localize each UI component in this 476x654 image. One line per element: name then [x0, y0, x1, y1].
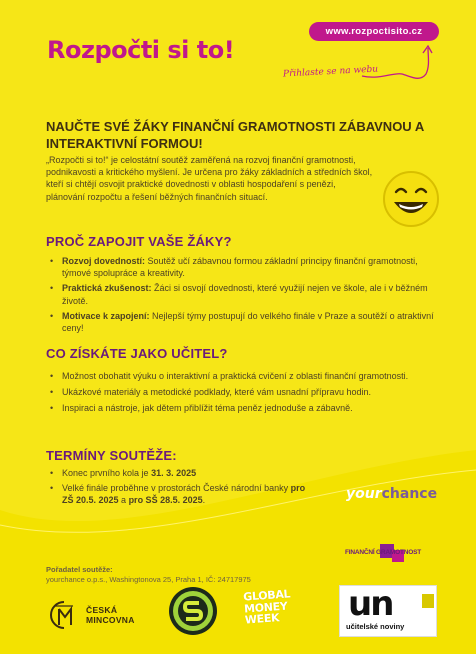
signup-note: Přihlaste se na webu	[282, 64, 379, 80]
teacher-benefits-list	[46, 370, 436, 419]
ceska-mincovna-mark-icon	[46, 598, 82, 632]
list-item	[46, 482, 306, 506]
item-text: Žáci si osvojí dovednosti, které využijí nejen ve škole, ale i v běžném životě.	[62, 283, 428, 306]
yourchance-your: your	[346, 486, 382, 502]
un-badge-icon	[422, 594, 434, 608]
item-label: Motivace k zapojení:	[62, 310, 150, 321]
final-end: .	[202, 495, 206, 506]
intro-paragraph: „Rozpočti si to!“ je celostátní soutěž zaměřená na rozvoj finanční gramotnosti, podnikavosti a kritického myšlení. Je určena pro žáky základních a středních škol, kteří si chtějí osvojit praktické dovednosti v oblasti hospodaření s penězi, plánování rozpočtu a řešení běžných finančních situací.	[46, 155, 373, 202]
arrow-up-icon	[360, 44, 440, 86]
why-list	[46, 255, 436, 337]
un-subtitle: učitelské noviny	[346, 622, 405, 631]
section-title-terms: TERMÍNY SOUTĚŽE:	[46, 448, 177, 463]
list-item: • Možnost obohatit výuku o interaktivní a praktická cvičení z oblasti finanční gramotnosti.	[46, 370, 436, 382]
headline: NAUČTE SVÉ ŽÁKY FINANČNÍ GRAMOTNOSTI ZÁBAVNOU A INTERAKTIVNÍ FORMOU!	[46, 119, 424, 151]
ucitelske-noviny-logo	[339, 585, 437, 637]
final-date-zs: pro ZŠ 20.5. 2025	[62, 483, 306, 506]
final-date-ss: pro SŠ 28.5. 2025	[128, 495, 203, 506]
final-text: Velké finále proběhne v prostorách České národní banky	[62, 483, 291, 494]
financni-gramotnost-logo: FINANČNÍ GRAMOTNOST	[345, 549, 421, 556]
gmw-line2: MONEY	[243, 599, 288, 616]
terms-list	[46, 467, 306, 510]
rozpocti-si-to-logo: Rozpočti si to!	[47, 36, 235, 64]
un-mark: un	[348, 584, 393, 624]
global-money-week-logo	[243, 588, 292, 626]
smiley-icon	[380, 168, 442, 230]
round1-date: 31. 3. 2025	[151, 468, 197, 478]
yourchance-logo	[346, 486, 437, 502]
list-item: • Ukázkové materiály a metodické podklady, které vám usnadní přípravu hodin.	[46, 386, 436, 398]
round1-text: Konec prvního kola je	[62, 468, 152, 478]
organizer-address: yourchance o.p.s., Washingtonova 25, Praha 1, IČ: 24717975	[46, 575, 251, 584]
organizer-block	[46, 565, 251, 585]
item-label: Rozvoj dovedností:	[62, 256, 145, 266]
organizer-title: Pořadatel soutěže:	[46, 565, 113, 574]
s-circle-logo-icon	[168, 586, 218, 636]
list-item	[46, 255, 436, 279]
ceska-mincovna-line2: MINCOVNA	[86, 615, 135, 625]
gmw-line3: WEEK	[244, 611, 280, 627]
list-item	[46, 310, 436, 334]
list-item: • Inspiraci a nástroje, jak dětem přiblížit téma peněz jednoduše a zábavně.	[46, 402, 436, 414]
gmw-line1: GLOBAL	[242, 587, 291, 604]
final-and: a	[118, 495, 129, 506]
list-item	[46, 467, 306, 479]
yourchance-chance: chance	[381, 486, 438, 502]
item-text: Soutěž učí zábavnou formou základní principy finanční gramotnosti, týmové spolupráce a kreativity.	[62, 256, 418, 279]
item-text: Nejlepší týmy postupují do velkého finále v Praze a soutěží o atraktivní ceny!	[62, 310, 434, 334]
list-item	[46, 282, 436, 306]
section-title-teacher: CO ZÍSKÁTE JAKO UČITEL?	[46, 346, 228, 361]
website-url-badge[interactable]: www.rozpoctisito.cz	[309, 22, 439, 41]
section-title-why: PROČ ZAPOJIT VAŠE ŽÁKY?	[46, 234, 232, 249]
ceska-mincovna-logo	[46, 598, 135, 632]
item-label: Praktická zkušenost:	[62, 283, 152, 294]
ceska-mincovna-line1: ČESKÁ	[86, 605, 118, 615]
